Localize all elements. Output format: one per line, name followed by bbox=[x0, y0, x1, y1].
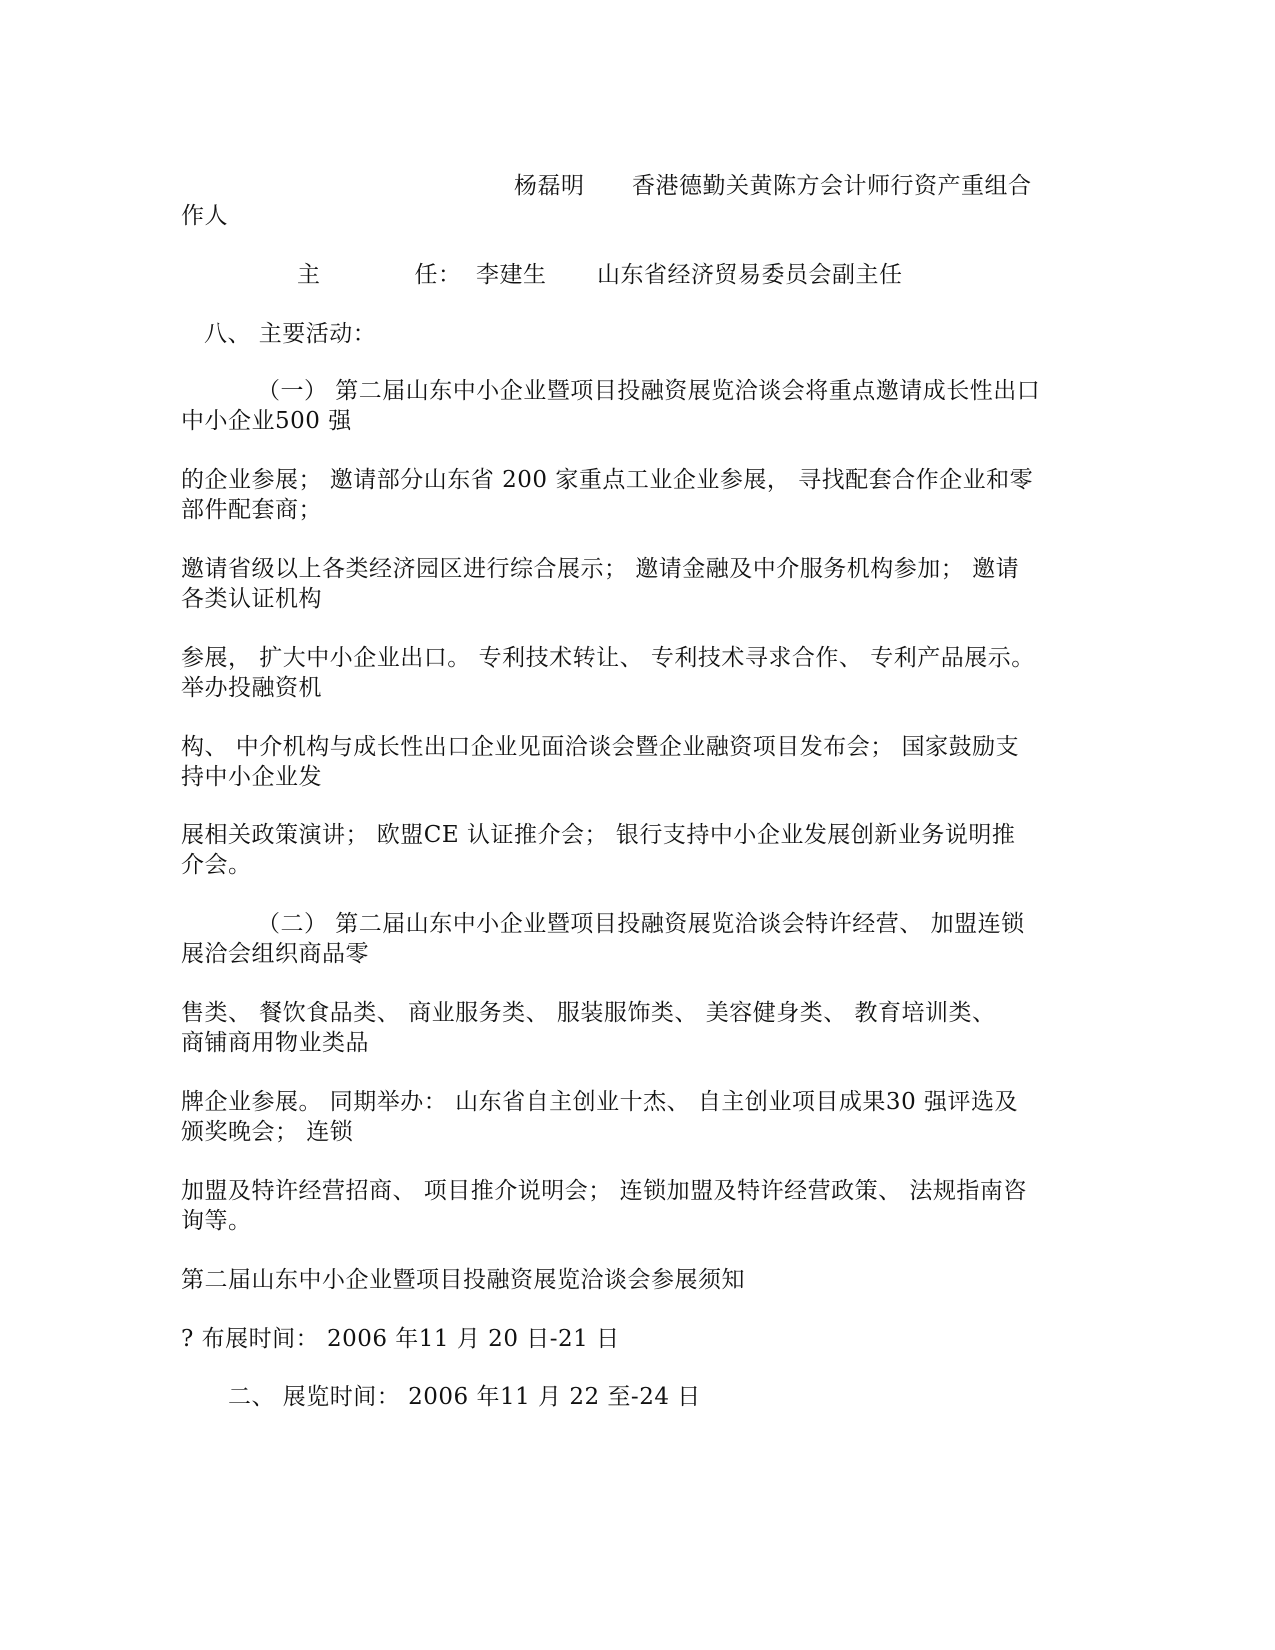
setup-time: ? 布展时间： 2006 年11 月 20 日-21 日 bbox=[181, 1326, 620, 1352]
item1-line5: 邀请省级以上各类经济园区进行综合展示； 邀请金融及中介服务机构参加； 邀请 bbox=[181, 556, 1020, 582]
director-name: 李建生 bbox=[476, 262, 547, 288]
item1-line9: 构、 中介机构与成长性出口企业见面洽谈会暨企业融资项目发布会； 国家鼓励支 bbox=[181, 734, 1020, 760]
section-heading: 八、 主要活动： bbox=[204, 321, 377, 347]
item1-line6: 各类认证机构 bbox=[181, 586, 322, 612]
staff-title-line1: 香港德勤关黄陈方会计师行资产重组合 bbox=[632, 173, 1032, 199]
exhibit-time: 二、 展览时间： 2006 年11 月 22 至-24 日 bbox=[228, 1384, 701, 1410]
item2-line1: （二） 第二届山东中小企业暨项目投融资展览洽谈会特许经营、 加盟连锁 bbox=[257, 911, 1025, 937]
item2-line2: 展洽会组织商品零 bbox=[181, 941, 369, 967]
director-title: 山东省经济贸易委员会副主任 bbox=[597, 262, 903, 288]
item2-line3: 售类、 餐饮食品类、 商业服务类、 服装服饰类、 美容健身类、 教育培训类、 bbox=[181, 1000, 996, 1026]
director-label: 主 任： bbox=[297, 262, 462, 288]
staff-title-line2: 作人 bbox=[181, 203, 228, 229]
item1-line3: 的企业参展； 邀请部分山东省 200 家重点工业企业参展， 寻找配套合作企业和零 bbox=[181, 467, 1034, 493]
notice-title: 第二届山东中小企业暨项目投融资展览洽谈会参展须知 bbox=[181, 1267, 745, 1293]
staff-name: 杨磊明 bbox=[514, 173, 585, 199]
item1-line10: 持中小企业发 bbox=[181, 764, 322, 790]
item2-line7: 加盟及特许经营招商、 项目推介说明会； 连锁加盟及特许经营政策、 法规指南咨 bbox=[181, 1178, 1027, 1204]
item2-line4: 商铺商用物业类品 bbox=[181, 1030, 369, 1056]
item1-line4: 部件配套商； bbox=[181, 497, 322, 523]
item1-line11: 展相关政策演讲； 欧盟CE 认证推介会； 银行支持中小企业发展创新业务说明推 bbox=[181, 822, 1016, 848]
item2-line5: 牌企业参展。 同期举办： 山东省自主创业十杰、 自主创业项目成果30 强评选及 bbox=[181, 1089, 1019, 1115]
item2-line6: 颁奖晚会； 连锁 bbox=[181, 1119, 354, 1145]
item2-line8: 询等。 bbox=[181, 1208, 252, 1234]
item1-line12: 介会。 bbox=[181, 852, 252, 878]
item1-line2: 中小企业500 强 bbox=[181, 408, 352, 434]
item1-line7: 参展， 扩大中小企业出口。 专利技术转让、 专利技术寻求合作、 专利产品展示。 bbox=[181, 645, 1035, 671]
item1-line8: 举办投融资机 bbox=[181, 675, 322, 701]
item1-line1: （一） 第二届山东中小企业暨项目投融资展览洽谈会将重点邀请成长性出口 bbox=[257, 378, 1041, 404]
